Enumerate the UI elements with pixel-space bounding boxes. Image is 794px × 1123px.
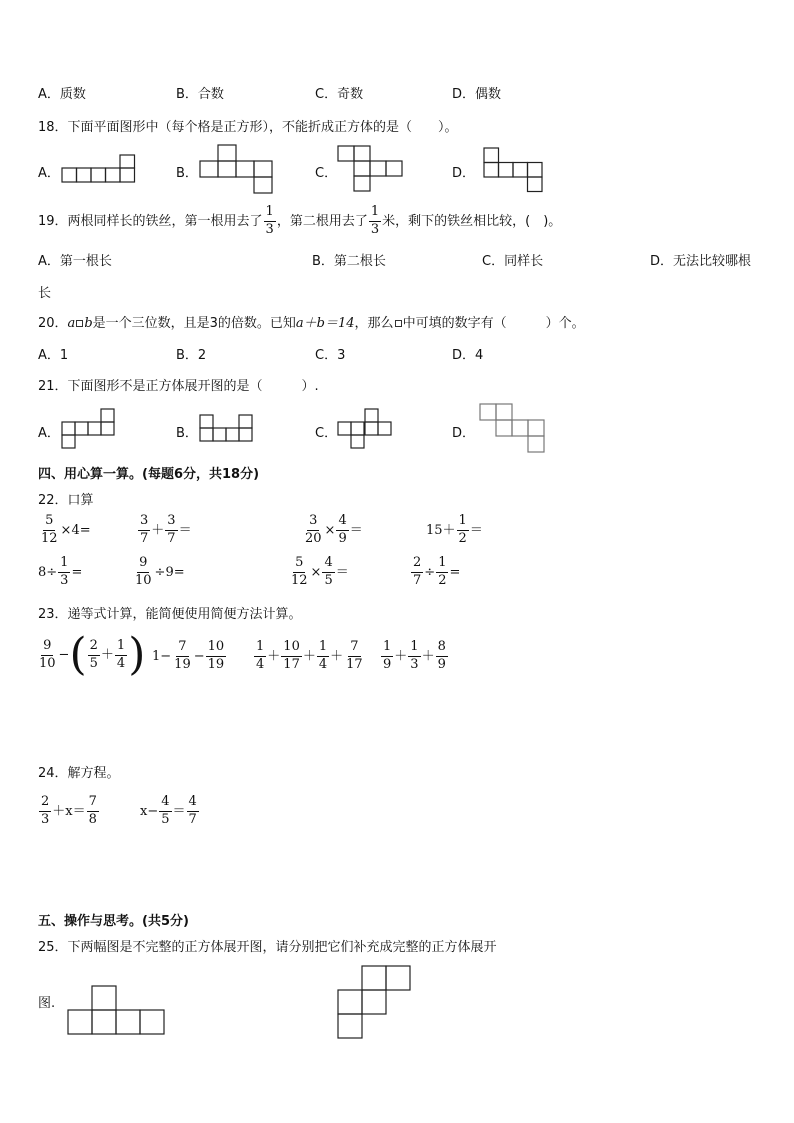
q18-net-b [200,145,274,193]
q21-net-b [200,415,254,443]
q18-net-a [62,155,136,183]
q21-net-a [62,409,116,449]
q22-expr-5: 8÷ $\frac{1}{3}$ = [38,555,83,588]
section-4-heading: 四、用心算一算。(每题6分，共18分) [38,467,260,482]
q20-option-c: C．3 [315,348,346,363]
q23-expr-3: $\frac{1}{4}$ ＋ $\frac{10}{17}$ ＋ $\frac{1}{4}$ ＋ $\frac{7}{17}$ [256,639,363,672]
q23-expr-2: 1− $\frac{7}{19}$ − $\frac{10}{19}$ [152,639,225,672]
q17-option-b: B．合数 [176,87,224,102]
blank-box-icon [76,320,83,327]
q22-title: 22．口算 [38,493,94,508]
q22-expr-7: $\frac{5}{12}$ × $\frac{4}{5}$ ＝ [291,555,349,588]
q25-net-left [68,986,166,1036]
q24-title: 24．解方程。 [38,766,120,781]
q19-option-c: C．同样长 [482,254,544,269]
q20-option-a: A．1 [38,348,69,363]
q18-stem: 18．下面平面图形中（每个格是正方形），不能折成正方体的是（ ）。 [38,120,458,135]
q20-option-b: B．2 [176,348,207,363]
q20-option-d: D．4 [452,348,484,363]
q21-net-c [338,409,394,449]
q17-option-c: C．奇数 [315,87,364,102]
q22-expr-4: 15＋ $\frac{1}{2}$ ＝ [426,513,483,546]
q21-net-d [480,404,548,456]
q21-label-c: C． [315,426,338,441]
q23-title: 23．递等式计算，能简便使用简便方法计算。 [38,607,302,622]
q24-equation-1: $\frac{2}{3}$ ＋x＝ $\frac{7}{8}$ [41,794,97,827]
q19-stem: 19．两根同样长的铁丝，第一根用去了 $\frac{1}{3}$ ，第二根用去了 $\frac{1}{3}$ 米，剩下的铁丝相比较，( )。 [38,204,562,237]
q25-net-right [338,966,412,1040]
q22-expr-8: $\frac{2}{7}$ ÷ $\frac{1}{2}$ = [413,555,461,588]
q21-label-a: A． [38,426,60,441]
q18-label-b: B． [176,166,198,181]
q18-net-d [484,148,544,192]
q19-fraction-2: $\frac{1}{3}$ [370,204,380,237]
q19-option-d: D．无法比较哪根 [650,254,752,269]
q23-expr-4: $\frac{1}{9}$ ＋ $\frac{1}{3}$ ＋ $\frac{8}{9}$ [383,639,446,672]
q19-fraction-1: $\frac{1}{3}$ [265,204,274,237]
q25-stem: 25．下两幅图是不完整的正方体展开图，请分别把它们补充成完整的正方体展开 [38,940,497,955]
q25-stem-wrap: 图. [38,996,56,1011]
q22-expr-2: $\frac{3}{7}$ ＋ $\frac{3}{7}$ ＝ [140,513,192,546]
q17-option-a: A．质数 [38,87,86,102]
q21-label-b: B． [176,426,198,441]
q20-stem: 20．a b是一个三位数，且是3的倍数。已知a＋b＝14，那么 中可填的数字有（ ）个。 [38,316,585,331]
q17-option-d: D．偶数 [452,87,502,102]
section-5-heading: 五、操作与思考。(共5分) [38,914,189,929]
q19-option-a: A．第一根长 [38,254,112,269]
q18-label-a: A． [38,166,60,181]
blank-box-icon [395,320,402,327]
q22-expr-3: $\frac{3}{20}$ × $\frac{4}{9}$ ＝ [305,513,363,546]
q22-expr-1: $\frac{5}{12}$ ×4= [41,513,91,546]
q19-option-d-wrap: 长 [38,286,52,301]
q21-stem: 21．下面图形不是正方体展开图的是（ ）. [38,379,319,394]
q21-label-d: D． [452,426,476,441]
q24-equation-2: x− $\frac{4}{5}$ ＝ $\frac{4}{7}$ [140,794,197,827]
q18-label-c: C． [315,166,338,181]
q18-label-d: D． [452,166,476,181]
q22-expr-6: $\frac{9}{10}$ ÷9= [135,555,185,588]
q18-net-c [338,146,404,192]
q23-expr-1: $\frac{9}{10}$ −( $\frac{2}{5}$ ＋ $\frac{1}{4}$ ) [39,629,146,680]
q19-option-b: B．第二根长 [312,254,386,269]
